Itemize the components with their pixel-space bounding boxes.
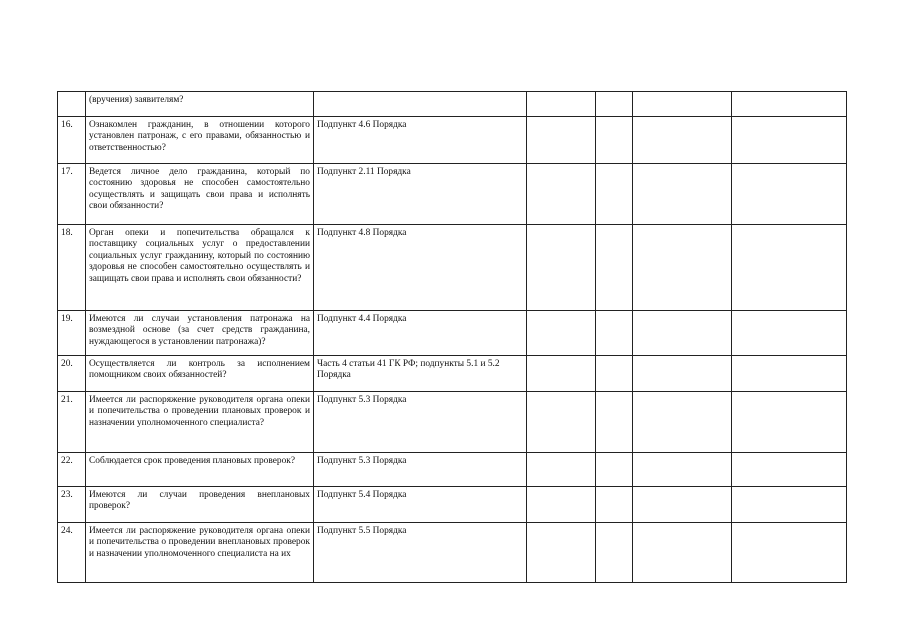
answer-cell-na	[633, 164, 732, 225]
question-cell: Ведется личное дело гражданина, который по состоянию здоровья не способен самостоятельно осуществлять и защищать свои права и исполнять свои обязанности?	[86, 164, 314, 225]
answer-cell-no	[596, 117, 633, 164]
table-row	[58, 392, 847, 453]
table-row	[58, 311, 847, 356]
table-row	[58, 117, 847, 164]
answer-cell-yes	[527, 225, 596, 311]
question-cell: Имеется ли распоряжение руководителя органа опеки и попечительства о проведении плановых проверок и назначении уполномоченного специалиста?	[86, 392, 314, 453]
answer-cell-na	[633, 311, 732, 356]
reference-cell: Подпункт 5.3 Порядка	[314, 453, 527, 487]
answer-cell-no	[596, 356, 633, 392]
row-number: 23.	[58, 487, 86, 523]
row-number: 18.	[58, 225, 86, 311]
question-cell: Ознакомлен гражданин, в отношении которого установлен патронаж, с его правами, обязанностью и ответственностью?	[86, 117, 314, 164]
table-row	[58, 523, 847, 583]
row-number: 19.	[58, 311, 86, 356]
reference-cell: Подпункт 4.8 Порядка	[314, 225, 527, 311]
answer-cell-na	[633, 392, 732, 453]
answer-cell-yes	[527, 164, 596, 225]
question-cell: Орган опеки и попечительства обращался к поставщику социальных услуг о предоставлении социальных услуг гражданину, который по состоянию здоровья не способен самостоятельно осуществлять и защищать свои права и исполнять свои обязанности?	[86, 225, 314, 311]
reference-cell: Часть 4 статьи 41 ГК РФ; подпункты 5.1 и 5.2 Порядка	[314, 356, 527, 392]
question-cell: Имеются ли случаи установления патронажа на возмездной основе (за счет средств гражданина, нуждающегося в установлении патронажа)?	[86, 311, 314, 356]
comment-cell	[732, 523, 847, 583]
answer-cell-no	[596, 225, 633, 311]
table-row	[58, 453, 847, 487]
comment-cell	[732, 453, 847, 487]
answer-cell-na	[633, 523, 732, 583]
answer-cell-yes	[527, 392, 596, 453]
row-number: 20.	[58, 356, 86, 392]
row-number: 22.	[58, 453, 86, 487]
row-number: 24.	[58, 523, 86, 583]
question-cell: (вручения) заявителям?	[86, 92, 314, 117]
question-cell: Имеется ли распоряжение руководителя органа опеки и попечительства о проведении внеплановых проверок и назначении уполномоченного специалиста на их	[86, 523, 314, 583]
comment-cell	[732, 92, 847, 117]
answer-cell-yes	[527, 117, 596, 164]
table-row	[58, 225, 847, 311]
answer-cell-na	[633, 453, 732, 487]
reference-cell: Подпункт 5.4 Порядка	[314, 487, 527, 523]
checklist-table	[57, 91, 847, 583]
answer-cell-na	[633, 487, 732, 523]
answer-cell-yes	[527, 523, 596, 583]
comment-cell	[732, 356, 847, 392]
reference-cell: Подпункт 2.11 Порядка	[314, 164, 527, 225]
table-row	[58, 92, 847, 117]
answer-cell-no	[596, 92, 633, 117]
table-row	[58, 164, 847, 225]
row-number	[58, 92, 86, 117]
reference-cell: Подпункт 4.6 Порядка	[314, 117, 527, 164]
answer-cell-na	[633, 225, 732, 311]
question-cell: Имеются ли случаи проведения внеплановых проверок?	[86, 487, 314, 523]
answer-cell-yes	[527, 487, 596, 523]
answer-cell-yes	[527, 311, 596, 356]
answer-cell-na	[633, 117, 732, 164]
answer-cell-no	[596, 311, 633, 356]
row-number: 21.	[58, 392, 86, 453]
comment-cell	[732, 117, 847, 164]
comment-cell	[732, 225, 847, 311]
answer-cell-na	[633, 356, 732, 392]
question-cell: Осуществляется ли контроль за исполнением помощником своих обязанностей?	[86, 356, 314, 392]
answer-cell-na	[633, 92, 732, 117]
reference-cell: Подпункт 5.5 Порядка	[314, 523, 527, 583]
answer-cell-yes	[527, 356, 596, 392]
comment-cell	[732, 311, 847, 356]
answer-cell-yes	[527, 453, 596, 487]
comment-cell	[732, 392, 847, 453]
table-row	[58, 356, 847, 392]
comment-cell	[732, 164, 847, 225]
table-row	[58, 487, 847, 523]
answer-cell-no	[596, 487, 633, 523]
comment-cell	[732, 487, 847, 523]
row-number: 17.	[58, 164, 86, 225]
answer-cell-no	[596, 164, 633, 225]
answer-cell-no	[596, 453, 633, 487]
answer-cell-no	[596, 392, 633, 453]
reference-cell	[314, 92, 527, 117]
row-number: 16.	[58, 117, 86, 164]
reference-cell: Подпункт 4.4 Порядка	[314, 311, 527, 356]
reference-cell: Подпункт 5.3 Порядка	[314, 392, 527, 453]
question-cell: Соблюдается срок проведения плановых проверок?	[86, 453, 314, 487]
answer-cell-yes	[527, 92, 596, 117]
answer-cell-no	[596, 523, 633, 583]
